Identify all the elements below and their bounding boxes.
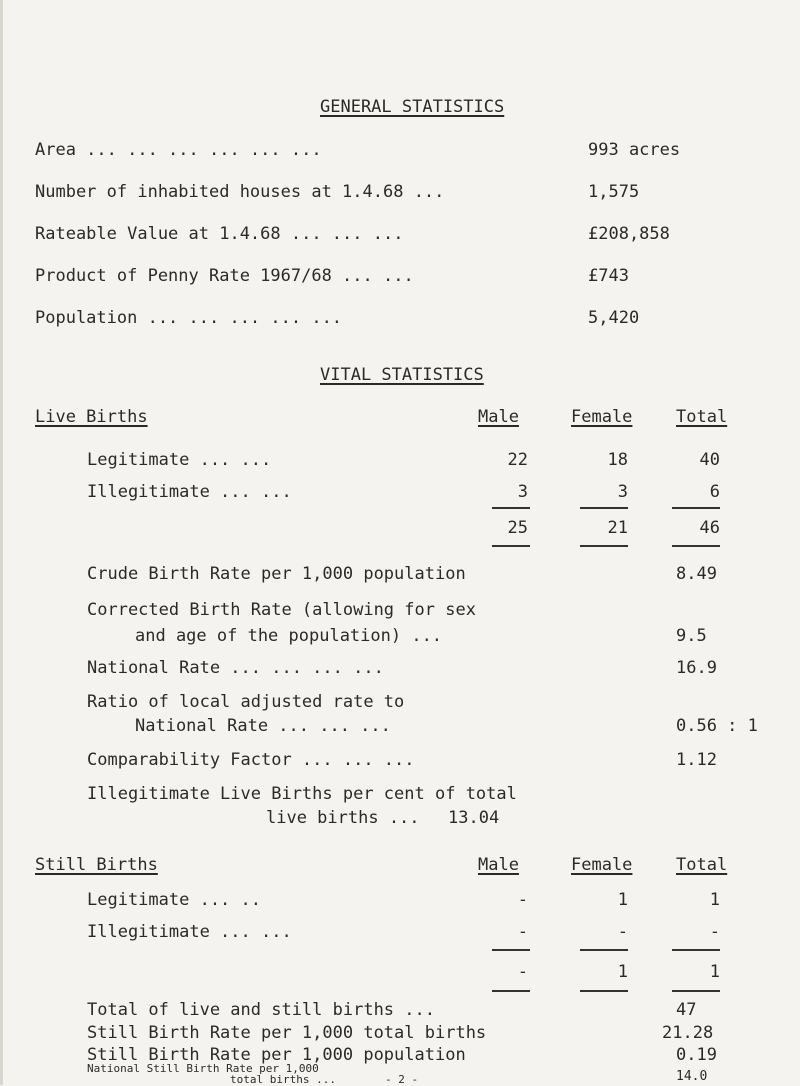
- still-births-female: -: [617, 922, 628, 942]
- sum-rule: [492, 507, 530, 509]
- general-row-value: 5,420: [588, 308, 640, 328]
- crude-rate-value: 8.49: [676, 564, 717, 584]
- col-male-header: Male: [478, 407, 519, 427]
- sum-rule: [492, 949, 530, 951]
- live-births-total: 40: [699, 450, 720, 470]
- national-still-rate-label: total births ...: [230, 1073, 336, 1086]
- ratio-label: National Rate ... ... ...: [135, 716, 391, 736]
- still-rate-total-value: 21.28: [662, 1023, 714, 1043]
- comparability-label: Comparability Factor ... ... ...: [87, 750, 415, 770]
- sum-rule: [672, 545, 720, 547]
- sum-rule: [672, 990, 720, 992]
- national-rate-label: National Rate ... ... ... ...: [87, 658, 384, 678]
- total-births-value: 47: [676, 1000, 697, 1020]
- still-births-row-label: Illegitimate ... ...: [87, 922, 292, 942]
- live-births-row-label: Legitimate ... ...: [87, 450, 272, 470]
- general-heading: GENERAL STATISTICS: [320, 97, 505, 117]
- general-row-label: Number of inhabited houses at 1.4.68 ...: [35, 182, 445, 202]
- national-still-rate-label: National Still Birth Rate per 1,000: [87, 1062, 319, 1075]
- still-births-sum-male: -: [517, 962, 528, 982]
- corrected-rate-label: and age of the population) ...: [135, 626, 443, 646]
- still-births-sum-total: 1: [709, 962, 720, 982]
- still-rate-pop-label: Still Birth Rate per 1,000 population: [87, 1045, 466, 1065]
- col-male-header: Male: [478, 855, 519, 875]
- live-births-total: 6: [709, 482, 720, 502]
- national-still-rate-value: 14.0: [676, 1069, 708, 1084]
- live-births-sum-female: 21: [607, 518, 628, 538]
- still-births-male: -: [517, 922, 528, 942]
- vital-heading: VITAL STATISTICS: [320, 365, 484, 385]
- live-births-sum-total: 46: [699, 518, 720, 538]
- live-births-title: Live Births: [35, 407, 148, 427]
- sum-rule: [580, 545, 628, 547]
- general-row-label: Rateable Value at 1.4.68 ... ... ...: [35, 224, 404, 244]
- corrected-rate-label: Corrected Birth Rate (allowing for sex: [87, 600, 476, 620]
- col-female-header: Female: [571, 855, 633, 875]
- col-total-header: Total: [676, 855, 728, 875]
- still-births-sum-female: 1: [617, 962, 628, 982]
- sum-rule: [492, 545, 530, 547]
- general-row-value: 1,575: [588, 182, 640, 202]
- still-births-total: -: [709, 922, 720, 942]
- total-births-label: Total of live and still births ...: [87, 1000, 435, 1020]
- sum-rule: [492, 990, 530, 992]
- page-edge-shadow: [0, 0, 3, 1085]
- sum-rule: [580, 990, 628, 992]
- live-births-sum-male: 25: [507, 518, 528, 538]
- illegit-percent-label: live births ...: [266, 808, 420, 828]
- still-births-total: 1: [709, 890, 720, 910]
- live-births-female: 18: [607, 450, 628, 470]
- col-total-header: Total: [676, 407, 728, 427]
- page-number: - 2 -: [385, 1073, 419, 1086]
- general-row-value: £743: [588, 266, 629, 286]
- live-births-male: 3: [517, 482, 528, 502]
- still-births-row-label: Legitimate ... ..: [87, 890, 261, 910]
- ratio-label: Ratio of local adjusted rate to: [87, 692, 405, 712]
- crude-rate-label: Crude Birth Rate per 1,000 population: [87, 564, 466, 584]
- general-row-label: Area ... ... ... ... ... ...: [35, 140, 322, 160]
- live-births-row-label: Illegitimate ... ...: [87, 482, 292, 502]
- general-row-value: 993 acres: [588, 140, 681, 160]
- ratio-value: 0.56 : 1: [676, 716, 758, 736]
- corrected-rate-value: 9.5: [676, 626, 707, 646]
- comparability-value: 1.12: [676, 750, 717, 770]
- sum-rule: [580, 507, 628, 509]
- still-rate-total-label: Still Birth Rate per 1,000 total births: [87, 1023, 487, 1043]
- general-row-label: Population ... ... ... ... ...: [35, 308, 343, 328]
- illegit-percent-label: Illegitimate Live Births per cent of total: [87, 784, 517, 804]
- still-rate-pop-value: 0.19: [676, 1045, 717, 1065]
- col-female-header: Female: [571, 407, 633, 427]
- general-row-label: Product of Penny Rate 1967/68 ... ...: [35, 266, 414, 286]
- national-rate-value: 16.9: [676, 658, 717, 678]
- sum-rule: [672, 949, 720, 951]
- live-births-male: 22: [507, 450, 528, 470]
- illegit-percent-value: 13.04: [448, 808, 500, 828]
- still-births-male: -: [517, 890, 528, 910]
- general-row-value: £208,858: [588, 224, 670, 244]
- live-births-female: 3: [617, 482, 628, 502]
- sum-rule: [672, 507, 720, 509]
- still-births-female: 1: [617, 890, 628, 910]
- still-births-title: Still Births: [35, 855, 158, 875]
- sum-rule: [580, 949, 628, 951]
